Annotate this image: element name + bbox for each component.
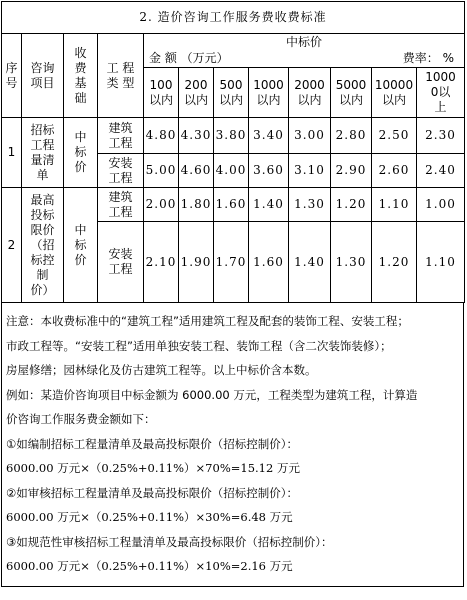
rate-cell: 1.70 xyxy=(214,222,249,303)
rate-cell: 1.20 xyxy=(372,222,417,303)
note-line: 例如：某造价咨询项目中标金额为 6000.00 万元，工程类型为建筑工程，计算造 xyxy=(6,387,418,402)
rate-cell: 2.50 xyxy=(372,118,417,154)
range-header: 10000 以内 xyxy=(372,68,417,118)
fee-table xyxy=(1,1,465,303)
project-seq: 1 xyxy=(2,118,22,188)
rate-cell: 2.30 xyxy=(417,118,465,154)
rate-cell: 2.60 xyxy=(372,154,417,188)
rate-cell: 4.00 xyxy=(214,154,249,188)
rate-cell: 2.80 xyxy=(331,118,372,154)
note-line: 房屋修缮；园林绿化及仿古建筑工程等。以上中标价含本数。 xyxy=(6,363,317,377)
rate-cell: 4.80 xyxy=(144,118,179,154)
rate-cell: 1.30 xyxy=(289,188,331,222)
note-line: ③如规范性审核招标工程量清单及最高投标限价（招标控制价）： xyxy=(6,534,333,549)
rate-cell: 1.90 xyxy=(179,222,214,303)
rate-cell: 1.60 xyxy=(214,188,249,222)
project-name: 招标 工程 量清 单 xyxy=(22,118,64,188)
engineering-type: 安装 工程 xyxy=(98,154,144,188)
range-header: 1000 0以 上 xyxy=(417,68,465,118)
rate-cell: 1.20 xyxy=(331,188,372,222)
rate-cell: 1.00 xyxy=(417,188,465,222)
note-line: ①如编制招标工程量清单及最高投标限价（招标控制价）： xyxy=(6,436,299,451)
header-project: 咨询 项目 xyxy=(22,34,64,118)
calculation-line: 6000.00 万元×（0.25%+0.11%）×10%=2.16 万元 xyxy=(6,559,293,573)
engineering-type: 安装 工程 xyxy=(98,222,144,303)
range-header: 200 以内 xyxy=(179,68,214,118)
range-header: 500 以内 xyxy=(214,68,249,118)
range-header: 5000 以内 xyxy=(331,68,372,118)
rate-cell: 5.00 xyxy=(144,154,179,188)
rate-cell: 3.60 xyxy=(249,154,289,188)
project-base: 中 标 价 xyxy=(64,118,98,188)
rate-cell: 1.30 xyxy=(331,222,372,303)
rate-cell: 2.00 xyxy=(144,188,179,222)
project-name: 最高 投标 限价 （招 标控 制 价） xyxy=(22,188,64,303)
rate-cell: 3.00 xyxy=(289,118,331,154)
engineering-type: 建筑 工程 xyxy=(98,188,144,222)
header-rate-unit: 费率： % xyxy=(289,51,465,68)
rate-cell: 1.80 xyxy=(179,188,214,222)
rate-cell: 1.60 xyxy=(249,222,289,303)
rate-cell: 1.40 xyxy=(249,188,289,222)
header-type: 工 程 类 型 xyxy=(98,34,144,118)
rate-cell: 2.40 xyxy=(417,154,465,188)
header-seq: 序 号 xyxy=(2,34,22,118)
rate-cell: 4.60 xyxy=(179,154,214,188)
header-mid-price: 中标价 xyxy=(144,34,465,51)
note-line: ②如审核招标工程量清单及最高投标限价（招标控制价）： xyxy=(6,485,299,500)
note-line: 注意：本收费标准中的“建筑工程”适用建筑工程及配套的装饰工程、安装工程； xyxy=(6,314,409,328)
table-title: 2. 造价咨询工作服务费收费标准 xyxy=(2,2,465,34)
rate-cell: 3.10 xyxy=(289,154,331,188)
rate-cell: 2.90 xyxy=(331,154,372,188)
project-seq: 2 xyxy=(2,188,22,303)
rate-cell: 3.80 xyxy=(214,118,249,154)
rate-cell: 1.40 xyxy=(289,222,331,303)
note-line: 价咨询工作服务费金额如下： xyxy=(6,412,156,426)
project-base: 中 标 价 xyxy=(64,188,98,303)
note-line: 市政工程等。“安装工程”适用单独安装工程、装饰工程（含二次装饰装修）； xyxy=(6,338,392,353)
range-header: 2000 以内 xyxy=(289,68,331,118)
range-header: 100 以内 xyxy=(144,68,179,118)
engineering-type: 建筑 工程 xyxy=(98,118,144,154)
calculation-line: 6000.00 万元×（0.25%+0.11%）×30%=6.48 万元 xyxy=(6,510,293,524)
notes-section xyxy=(1,303,464,587)
rate-cell: 1.10 xyxy=(372,188,417,222)
calculation-line: 6000.00 万元×（0.25%+0.11%）×70%=15.12 万元 xyxy=(6,461,300,475)
rate-cell: 1.10 xyxy=(417,222,465,303)
rate-cell: 2.10 xyxy=(144,222,179,303)
header-base: 收 费 基 础 xyxy=(64,34,98,118)
rate-cell: 4.30 xyxy=(179,118,214,154)
range-header: 1000 以内 xyxy=(249,68,289,118)
rate-cell: 3.40 xyxy=(249,118,289,154)
header-amount-unit: 金 额 （万元） xyxy=(144,51,289,68)
